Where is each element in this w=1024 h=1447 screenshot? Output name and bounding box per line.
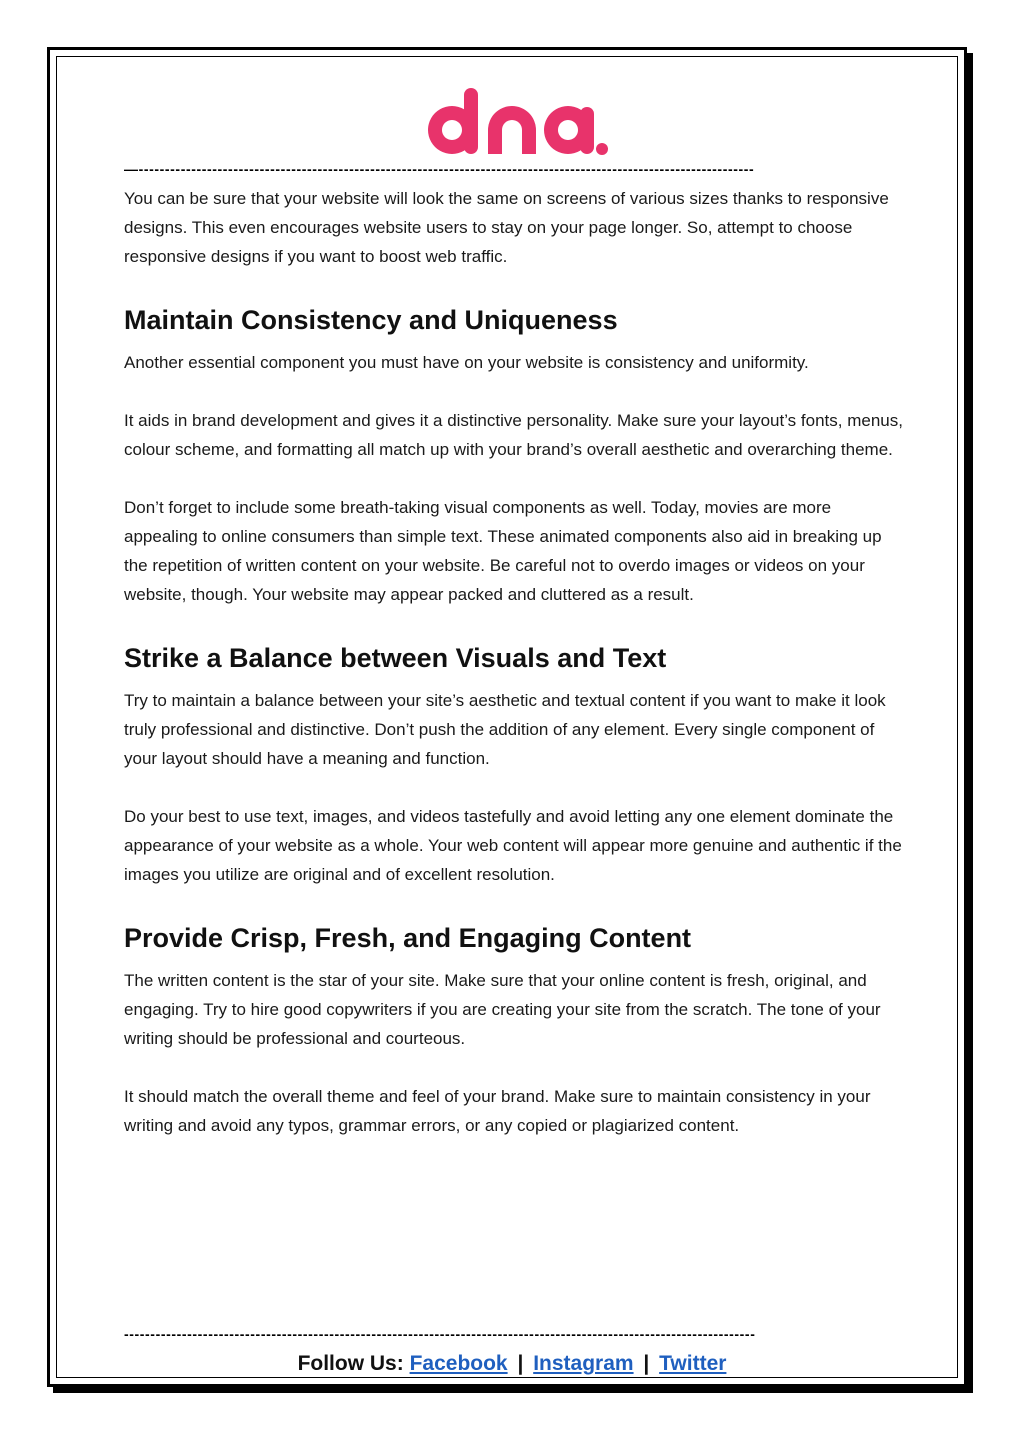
paragraph: It aids in brand development and gives it a distinctive personality. Make sure your layout’s fonts, menus, colour scheme, and formatting all match up with your brand’s overall aesthetic and overarching theme. — [124, 411, 903, 459]
bottom-dashed-rule: ------------------------------------------------------------------------------------------------------------------------ — [124, 1327, 756, 1341]
footer-follow-us — [0, 1352, 1024, 1376]
article-body — [124, 184, 904, 1169]
top-dashed-rule: —--------------------------------------------------------------------------------------------------------------------- — [124, 162, 755, 176]
section-heading-content: Provide Crisp, Fresh, and Engaging Content — [124, 923, 692, 953]
dna-logo — [418, 86, 610, 162]
separator: | — [643, 1352, 650, 1375]
twitter-link[interactable]: Twitter — [659, 1352, 727, 1375]
paragraph: Try to maintain a balance between your site’s aesthetic and textual content if you want to make it look truly professional and distinctive. Don’t push the addition of any element. Every single component of your layout should have a meaning and function. — [124, 691, 886, 768]
facebook-link[interactable]: Facebook — [409, 1352, 508, 1375]
paragraph: Another essential component you must have on your website is consistency and uniformity. — [124, 353, 809, 372]
section-heading-balance: Strike a Balance between Visuals and Text — [124, 643, 667, 673]
section-heading-consistency: Maintain Consistency and Uniqueness — [124, 305, 618, 335]
intro-paragraph: You can be sure that your website will look the same on screens of various sizes thanks to responsive designs. This even encourages website users to stay on your page longer. So, attempt to choose responsive designs if you want to boost web traffic. — [124, 189, 889, 266]
paragraph: Do your best to use text, images, and videos tastefully and avoid letting any one element dominate the appearance of your website as a whole. Your web content will appear more genuine and authentic if the images you utilize are original and of excellent resolution. — [124, 807, 902, 884]
paragraph: The written content is the star of your site. Make sure that your online content is fresh, original, and engaging. Try to hire good copywriters if you are creating your site from the scratch. The tone of your writing should be professional and courteous. — [124, 971, 881, 1048]
paragraph: Don’t forget to include some breath-taking visual components as well. Today, movies are more appealing to online consumers than simple text. These animated components also aid in breaking up the repetition of written content on your website. Be careful not to overdo images or videos on your website, though. Your website may appear packed and cluttered as a result. — [124, 498, 882, 604]
follow-us-label: Follow Us: — [297, 1352, 404, 1375]
paragraph: It should match the overall theme and feel of your brand. Make sure to maintain consistency in your writing and avoid any typos, grammar errors, or any copied or plagiarized content. — [124, 1087, 871, 1135]
instagram-link[interactable]: Instagram — [533, 1352, 634, 1375]
separator: | — [517, 1352, 524, 1375]
